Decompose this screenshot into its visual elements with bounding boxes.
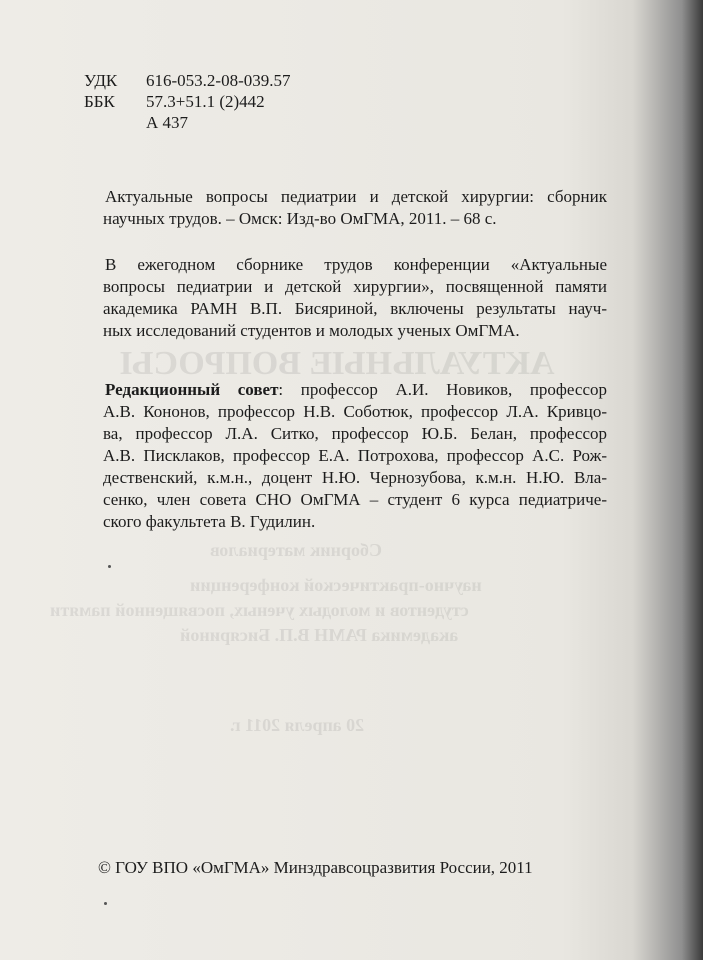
show-through-text: АКТУАЛЬНЫЕ ВОПРОСЫ — [120, 345, 555, 382]
classification-block — [84, 70, 290, 133]
bbk-row — [84, 91, 290, 112]
editorial-line: ва, профессор Л.А. Ситко, профессор Ю.Б. Белан, профессор — [103, 424, 607, 443]
annotation-line: академика РАМН В.П. Бисяриной, включены результаты науч- — [103, 299, 607, 318]
show-through-text: 20 апреля 2011 г. — [230, 715, 365, 735]
show-through-text: академика РАМН В.П. Бисяриной — [180, 625, 459, 645]
editorial-first-line: : профессор А.И. Новиков, профессор — [278, 380, 607, 399]
show-through-text: научно-практической конференции — [190, 575, 482, 595]
editorial-label: Редакционный совет — [105, 380, 279, 399]
citation-line: Актуальные вопросы педиатрии и детской хирургии: сборник — [105, 187, 607, 206]
citation-paragraph — [105, 186, 607, 230]
udk-label: УДК — [84, 71, 118, 90]
udk-row — [84, 70, 290, 91]
editorial-line: ского факультета В. Гудилин. — [103, 512, 316, 531]
editorial-board-paragraph — [105, 379, 607, 533]
bbk-label: ББК — [84, 92, 115, 111]
author-mark-row — [84, 112, 290, 133]
show-through-text: Сборник материалов — [210, 540, 383, 560]
annotation-line: вопросы педиатрии и детской хирургии», посвященной памяти — [103, 277, 607, 296]
editorial-line — [105, 379, 607, 401]
citation-line: научных трудов. – Омск: Изд-во ОмГМА, 2011. – 68 с. — [103, 209, 497, 228]
editorial-line: А.В. Кононов, профессор Н.В. Соботюк, профессор Л.А. Кривцо- — [103, 402, 607, 421]
annotation-line: В ежегодном сборнике трудов конференции «Актуальные — [105, 255, 607, 274]
print-speck — [104, 902, 107, 905]
annotation-line: ных исследований студентов и молодых ученых ОмГМА. — [103, 321, 520, 340]
bbk-value: 57.3+51.1 (2)442 — [146, 92, 265, 111]
editorial-line: дественский, к.м.н., доцент Н.Ю. Чернозубова, к.м.н. Н.Ю. Вла- — [103, 468, 607, 487]
copyright-notice: © ГОУ ВПО «ОмГМА» Минздравсоцразвития России, 2011 — [98, 858, 533, 877]
show-through-text: студентов и молодых ученых, посвященной памяти — [50, 600, 469, 620]
annotation-paragraph — [105, 254, 607, 342]
editorial-line: сенко, член совета СНО ОмГМА – студент 6 курса педиатриче- — [103, 490, 607, 509]
udk-value: 616-053.2-08-039.57 — [146, 71, 291, 90]
print-speck — [108, 565, 111, 568]
editorial-line: А.В. Писклаков, профессор Е.А. Потрохова, профессор А.С. Рож- — [103, 446, 607, 465]
author-mark: А 437 — [146, 113, 189, 132]
